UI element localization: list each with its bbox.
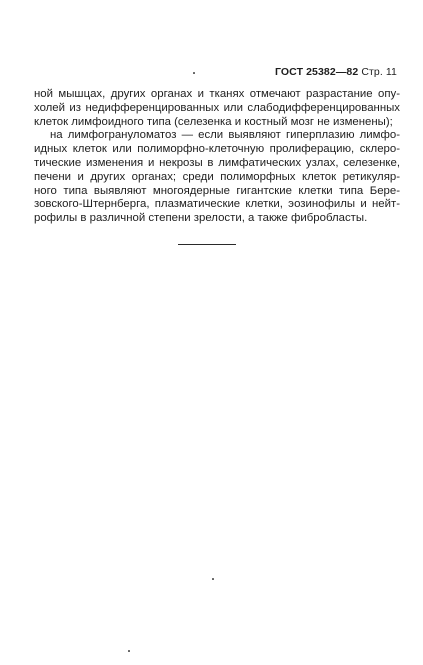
text-line: ного типа выявляют многоядерные гигантские клетки типа Бере- <box>34 184 400 197</box>
scan-speck <box>212 578 214 580</box>
text-line: тические изменения и некрозы в лимфатических узлах, селезенке, <box>34 156 400 169</box>
text-line: идных клеток или полиморфно-клеточную пролиферацию, склеро- <box>34 143 400 156</box>
text-line: зовского-Штернберга, плазматические клетки, эозинофилы и нейт- <box>34 198 400 211</box>
standard-number: ГОСТ 25382—82 <box>274 66 359 78</box>
text-line: клеток лимфоидного типа (селезенка и костный мозг не изменены); <box>34 115 393 128</box>
text-line: на лимфогрануломатоз — если выявляют гиперплазию лимфо- <box>50 129 400 142</box>
scan-speck <box>128 650 130 652</box>
text-line: ной мышцах, других органах и тканях отмечают разрастание опу- <box>34 88 400 100</box>
text-line: печени и других органах; среди полиморфных клеток ретикуляр- <box>34 170 400 183</box>
page-number: Стр. 11 <box>361 66 397 78</box>
page-header <box>275 66 397 78</box>
body-text <box>34 88 400 226</box>
scan-speck <box>193 72 195 74</box>
section-divider <box>178 244 236 245</box>
text-line: холей из недифференцированных или слабодифференцированных <box>34 101 400 114</box>
text-line: рофилы в различной степени зрелости, а также фибробласты. <box>34 212 368 225</box>
